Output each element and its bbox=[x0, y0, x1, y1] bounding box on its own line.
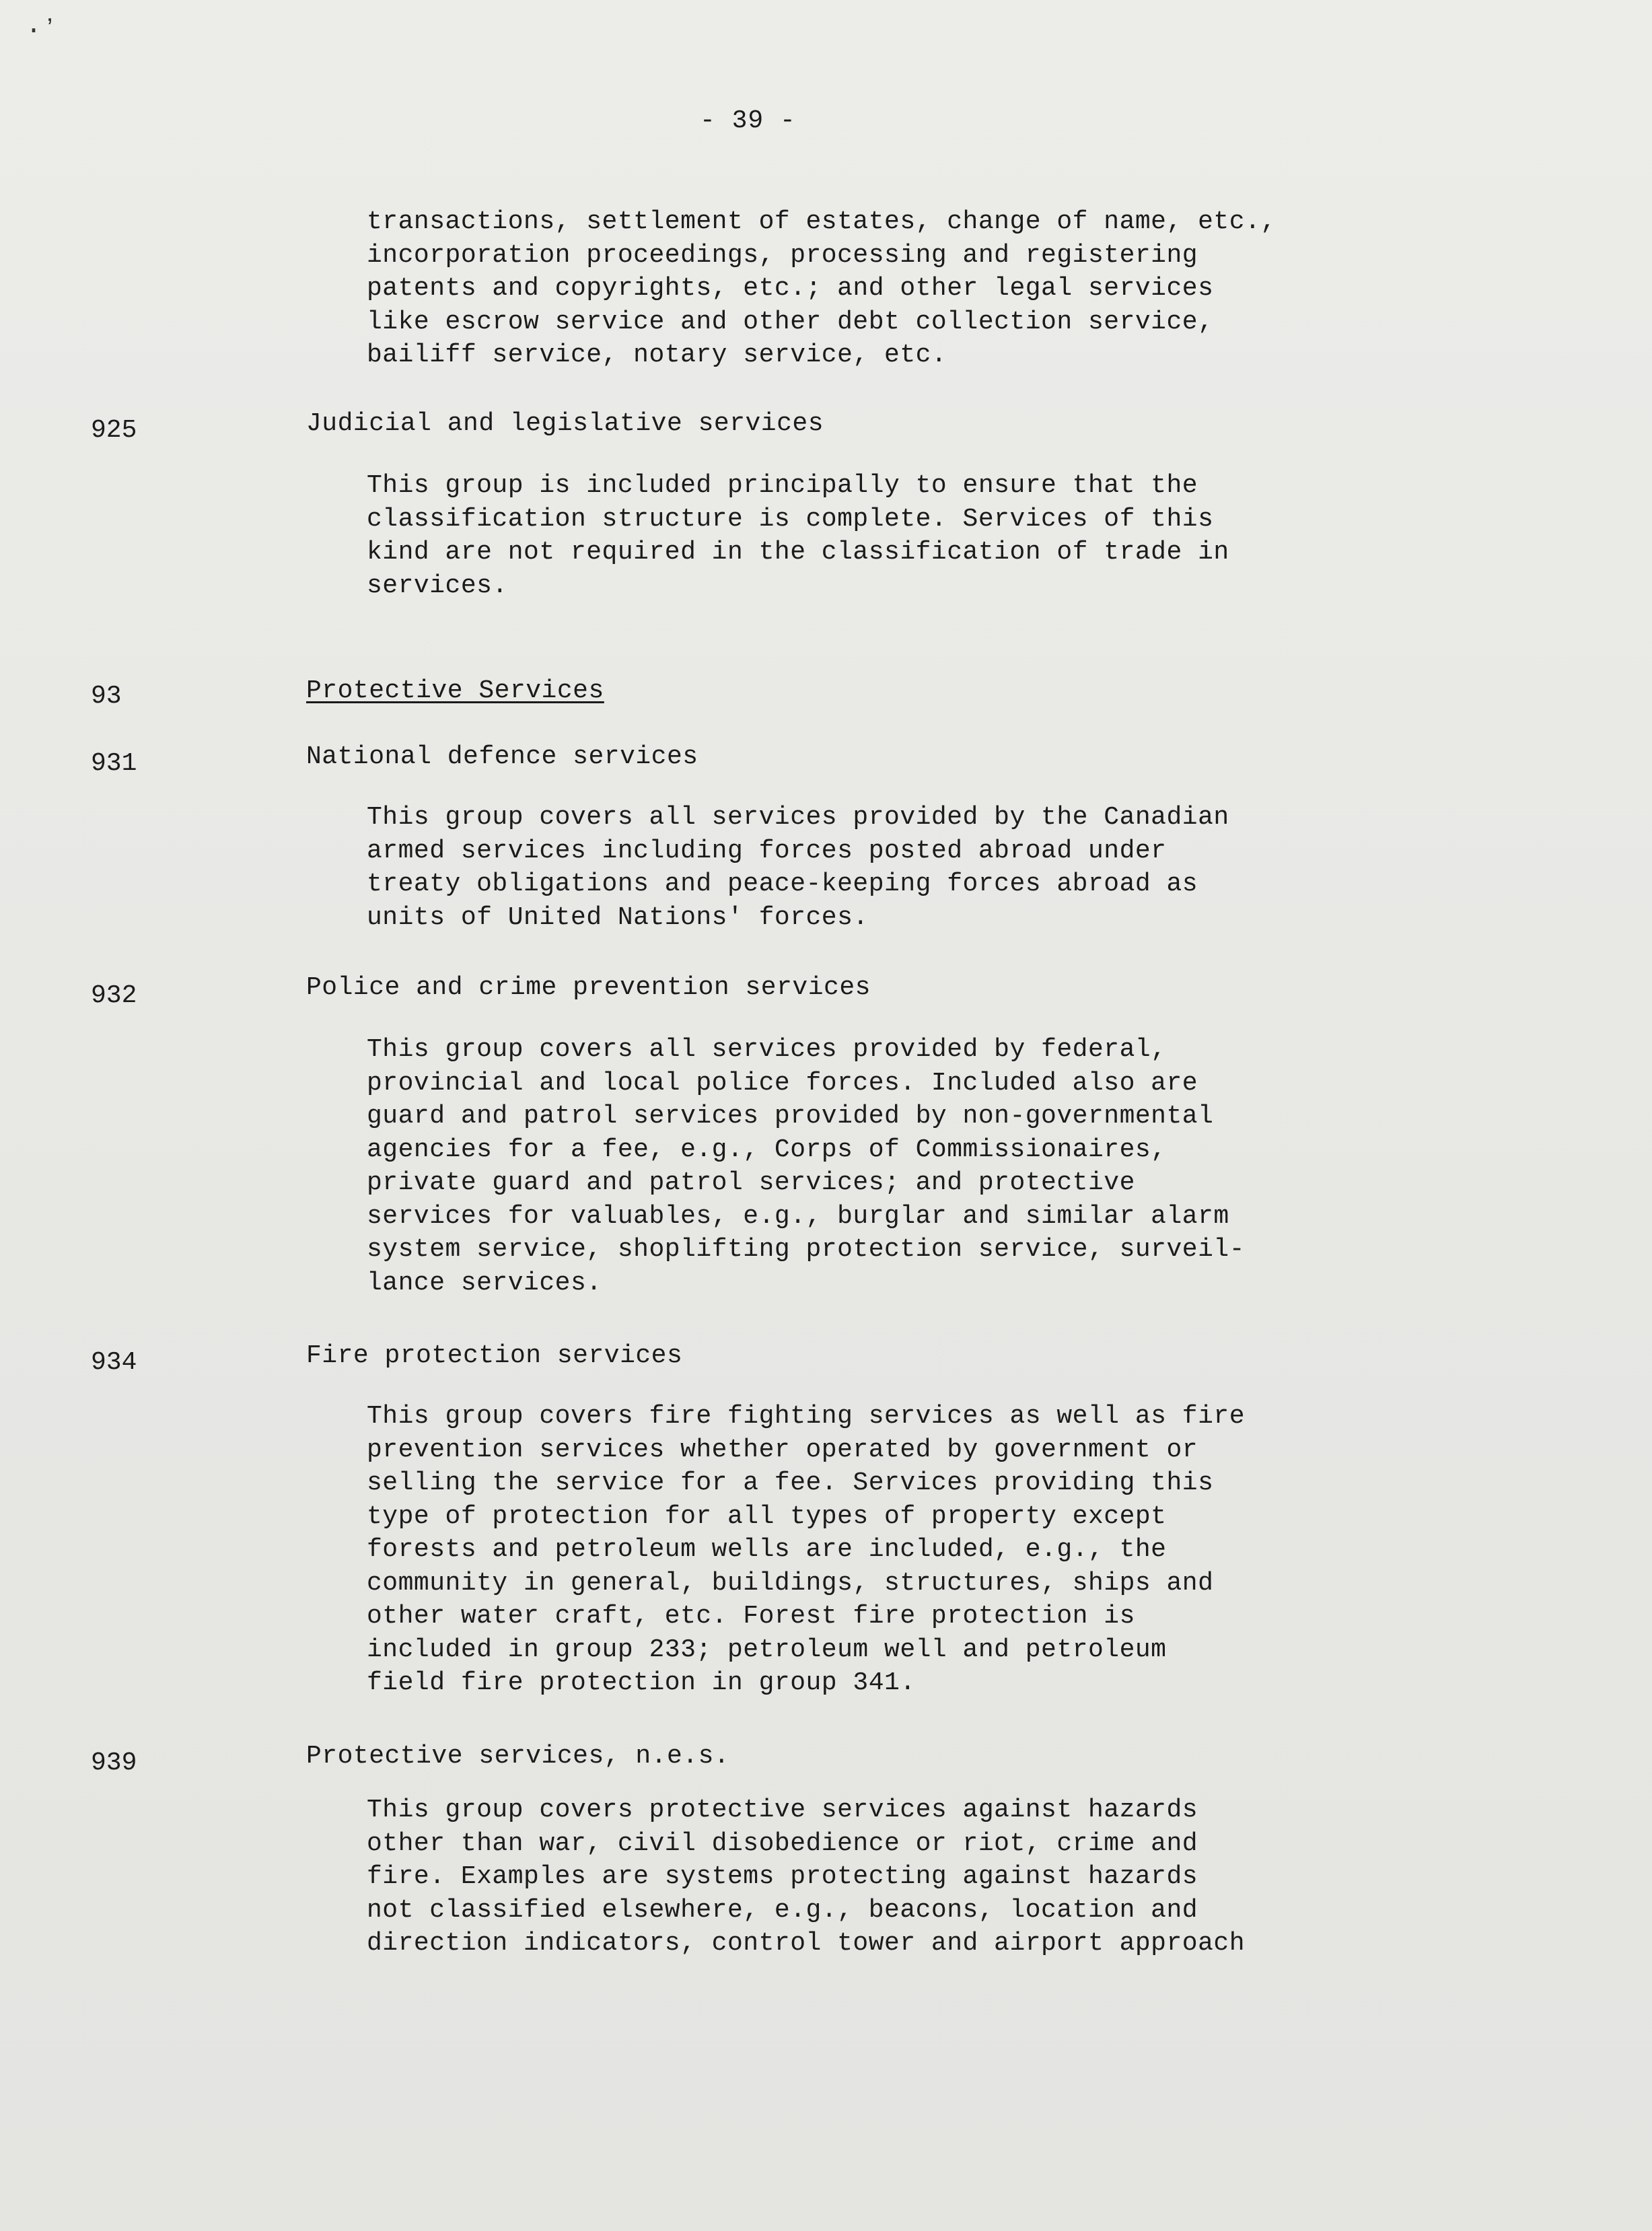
text-line: treaty obligations and peace-keeping forces abroad as bbox=[367, 870, 1198, 898]
text-line: This group covers all services provided by federal, bbox=[367, 1035, 1167, 1064]
section-code-932: 932 bbox=[91, 981, 137, 1010]
text-line: services. bbox=[367, 571, 508, 600]
text-line: This group is included principally to ensure that the bbox=[367, 471, 1198, 500]
text-line: This group covers all services provided by the Canadian bbox=[367, 803, 1229, 832]
text-line: community in general, buildings, structures, ships and bbox=[367, 1568, 1214, 1598]
section-title-93: Protective Services bbox=[306, 676, 604, 705]
text-line: This group covers fire fighting services as well as fire bbox=[367, 1402, 1246, 1431]
text-line: kind are not required in the classification of trade in bbox=[367, 538, 1229, 567]
text-line: like escrow service and other debt collection service, bbox=[367, 307, 1214, 337]
text-line: guard and patrol services provided by non-governmental bbox=[367, 1102, 1214, 1131]
text-line: system service, shoplifting protection service, surveil- bbox=[367, 1235, 1246, 1264]
section-title-939: Protective services, n.e.s. bbox=[306, 1742, 730, 1771]
text-line: agencies for a fee, e.g., Corps of Commissionaires, bbox=[367, 1135, 1167, 1164]
section-code-93: 93 bbox=[91, 682, 122, 711]
section-title-931: National defence services bbox=[306, 742, 698, 771]
text-line: services for valuables, e.g., burglar and similar alarm bbox=[367, 1201, 1229, 1231]
text-line: transactions, settlement of estates, change of name, etc., bbox=[367, 207, 1277, 236]
text-line: prevention services whether operated by government or bbox=[367, 1435, 1198, 1464]
scan-mark: ·ʼ bbox=[26, 16, 59, 46]
text-line: type of protection for all types of property except bbox=[367, 1501, 1167, 1531]
text-line: forests and petroleum wells are included, e.g., the bbox=[367, 1535, 1167, 1564]
text-line: armed services including forces posted abroad under bbox=[367, 836, 1167, 865]
text-line: not classified elsewhere, e.g., beacons, location and bbox=[367, 1895, 1198, 1925]
section-body-932 bbox=[367, 1033, 1511, 1300]
section-code-931: 931 bbox=[91, 749, 137, 778]
section-title-934: Fire protection services bbox=[306, 1341, 683, 1370]
section-code-925: 925 bbox=[91, 416, 137, 445]
continuation-paragraph bbox=[367, 205, 1511, 372]
text-line: This group covers protective services against hazards bbox=[367, 1796, 1198, 1825]
text-line: incorporation proceedings, processing and registering bbox=[367, 240, 1198, 270]
text-line: fire. Examples are systems protecting against hazards bbox=[367, 1862, 1198, 1891]
section-body-939 bbox=[367, 1794, 1511, 1960]
section-code-939: 939 bbox=[91, 1748, 137, 1777]
section-code-934: 934 bbox=[91, 1348, 137, 1377]
text-line: provincial and local police forces. Included also are bbox=[367, 1068, 1198, 1098]
text-line: classification structure is complete. Services of this bbox=[367, 504, 1214, 534]
text-line: bailiff service, notary service, etc. bbox=[367, 341, 947, 369]
section-body-934 bbox=[367, 1400, 1511, 1700]
text-line: patents and copyrights, etc.; and other legal services bbox=[367, 274, 1214, 303]
text-line: included in group 233; petroleum well and petroleum bbox=[367, 1635, 1167, 1664]
text-line: lance services. bbox=[367, 1268, 602, 1298]
text-line: private guard and patrol services; and protective bbox=[367, 1168, 1135, 1197]
text-line: direction indicators, control tower and airport approach bbox=[367, 1929, 1246, 1958]
text-line: selling the service for a fee. Services providing this bbox=[367, 1468, 1214, 1497]
text-line: other than war, civil disobedience or riot, crime and bbox=[367, 1829, 1198, 1858]
text-line: units of United Nations' forces. bbox=[367, 902, 869, 932]
section-body-925 bbox=[367, 469, 1511, 602]
section-body-931 bbox=[367, 801, 1511, 934]
text-line: field fire protection in group 341. bbox=[367, 1668, 916, 1697]
section-title-925: Judicial and legislative services bbox=[306, 409, 824, 438]
page-number: - 39 - bbox=[700, 106, 796, 135]
text-line: other water craft, etc. Forest fire protection is bbox=[367, 1602, 1135, 1631]
section-title-932: Police and crime prevention services bbox=[306, 973, 871, 1002]
